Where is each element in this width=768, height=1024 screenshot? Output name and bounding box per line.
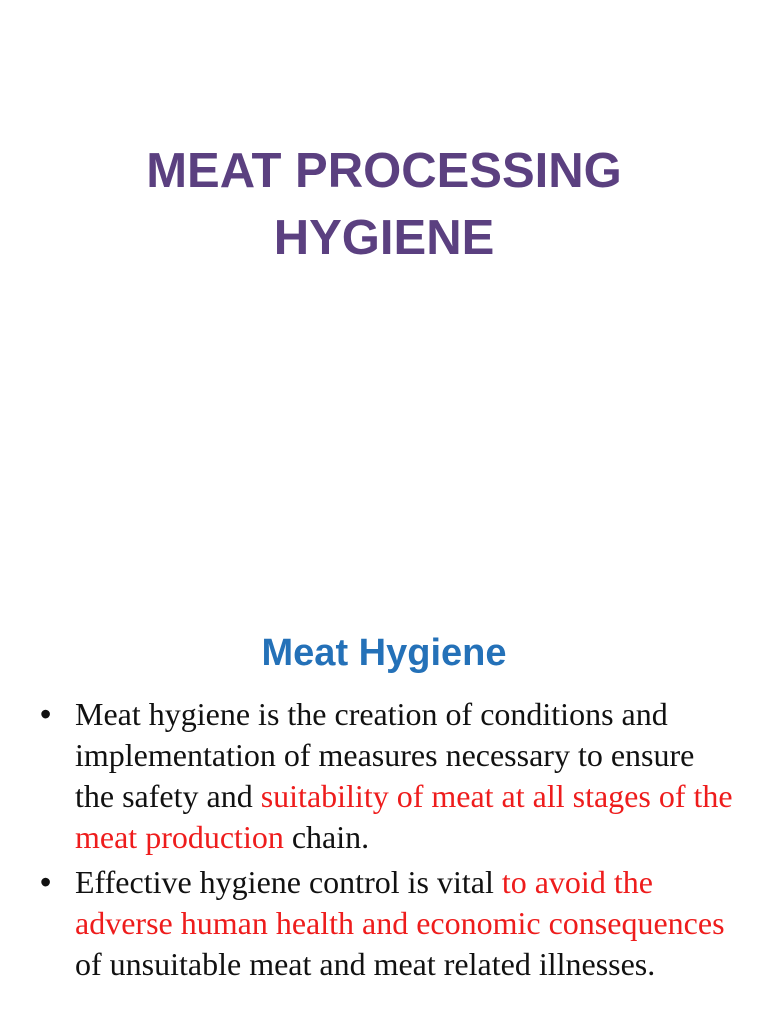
slide-title-line-1: MEAT PROCESSING — [146, 144, 622, 198]
bullet-text-2b: of unsuitable meat and meat related illnesses. — [75, 946, 656, 982]
bullet-item-1 — [40, 694, 740, 858]
bullet-marker: • — [40, 864, 52, 900]
bullet-text-1a: Meat hygiene is the creation of conditions and implementation of measures necessary to ensure the safety and — [75, 696, 695, 814]
bullet-highlight-1: suitability of meat at all stages of the meat production — [75, 778, 733, 855]
slide-title — [0, 138, 768, 272]
slide-title-line-2: HYGIENE — [273, 211, 495, 265]
bullet-item-2 — [40, 862, 740, 985]
bullet-list — [40, 694, 740, 989]
bullet-highlight-2: to avoid the adverse human health and economic consequences — [75, 864, 725, 941]
content-slide-title: Meat Hygiene — [261, 632, 507, 674]
content-slide — [0, 560, 768, 1024]
bullet-text-2a: Effective hygiene control is vital — [75, 864, 502, 900]
bullet-marker: • — [40, 696, 52, 732]
bullet-text-1b: chain. — [283, 819, 370, 855]
